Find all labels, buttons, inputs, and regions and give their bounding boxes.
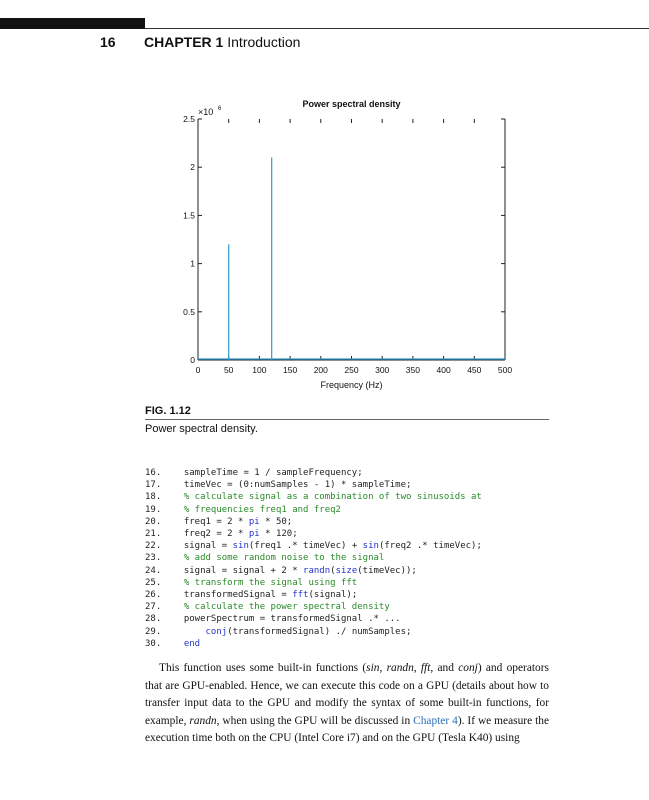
- body-text-2: ,: [379, 662, 387, 674]
- line-number: 27.: [145, 602, 162, 613]
- y-multiplier: ×10: [198, 107, 214, 117]
- code-text: [173, 639, 184, 649]
- code-keyword: randn: [303, 565, 331, 576]
- code-listing: [145, 467, 482, 650]
- line-number: 30.: [145, 638, 162, 649]
- code-line: [145, 565, 482, 577]
- code-text: freq2 = 2 *: [173, 529, 249, 540]
- chapter-4-link[interactable]: Chapter 4: [413, 714, 458, 727]
- code-text: * 120;: [259, 529, 298, 540]
- code-keyword: size: [335, 565, 358, 576]
- x-tick-label: 300: [375, 365, 390, 375]
- chart-title: Power spectral density: [302, 99, 401, 109]
- x-tick-label: 250: [344, 365, 359, 375]
- code-line: [145, 528, 482, 540]
- code-line: [145, 516, 482, 528]
- code-line: [145, 601, 482, 613]
- line-number: 25.: [145, 577, 162, 588]
- x-tick-label: 450: [467, 365, 482, 375]
- code-keyword: sin: [232, 541, 249, 552]
- psd-chart: [140, 90, 520, 400]
- code-text: (: [330, 565, 336, 576]
- line-number: 18.: [145, 492, 162, 503]
- line-number: 19.: [145, 504, 162, 515]
- body-text-1: This function uses some built-in functions (: [159, 662, 367, 674]
- code-line: [145, 504, 482, 516]
- body-paragraph: [145, 660, 549, 748]
- x-tick-label: 200: [313, 365, 328, 375]
- code-text: * 50;: [259, 516, 293, 527]
- y-tick-label: 2: [190, 162, 195, 173]
- x-tick-label: 0: [195, 365, 201, 375]
- x-tick-label: 100: [252, 365, 267, 375]
- x-tick-label: 400: [436, 365, 451, 375]
- y-tick-label: 2.5: [183, 114, 195, 124]
- header-bar: [0, 18, 145, 29]
- func-sin: sin: [366, 662, 380, 674]
- code-line: [145, 589, 482, 601]
- figure-rule: [145, 419, 549, 420]
- x-tick-label: 350: [405, 365, 420, 375]
- code-text: signal = signal + 2 *: [173, 565, 304, 576]
- chart-svg: [140, 90, 520, 400]
- func-conj: conj: [458, 662, 478, 674]
- code-keyword: pi: [248, 529, 260, 540]
- chapter-title: Introduction: [227, 34, 301, 50]
- func-randn: randn: [386, 662, 414, 674]
- code-comment: % calculate signal as a combination of two sinusoids at: [173, 492, 482, 503]
- code-keyword: pi: [248, 516, 260, 527]
- code-comment: % transform the signal using fft: [173, 577, 358, 588]
- code-text: [173, 627, 206, 637]
- body-text-4: , and: [430, 662, 459, 674]
- code-text: signal =: [173, 541, 233, 552]
- code-text: (freq1 .* timeVec) +: [248, 541, 363, 552]
- line-number: 29.: [145, 626, 162, 637]
- line-number: 17.: [145, 480, 162, 491]
- figure-label: FIG. 1.12: [145, 405, 191, 417]
- line-number: 16.: [145, 468, 162, 478]
- x-tick-label: 500: [497, 365, 513, 375]
- line-number: 23.: [145, 553, 162, 564]
- code-line: [145, 638, 482, 650]
- x-tick-label: 150: [283, 365, 298, 375]
- func-randn-2: randn: [189, 714, 217, 727]
- code-line: [145, 491, 482, 503]
- line-number: 26.: [145, 590, 162, 601]
- code-line: [145, 613, 482, 625]
- code-text: (transformedSignal) ./ numSamples;: [227, 626, 412, 637]
- y-multiplier-exponent: 6: [218, 106, 222, 112]
- body-text-6: , when using the GPU will be discussed in: [216, 714, 414, 727]
- code-line: [145, 540, 482, 552]
- y-tick-label: 1: [190, 258, 195, 269]
- x-axis-label: Frequency (Hz): [320, 380, 383, 390]
- code-comment: % calculate the power spectral density: [173, 602, 390, 613]
- header-rule: [145, 28, 649, 29]
- body-text-3: ,: [413, 662, 421, 674]
- code-keyword: fft: [292, 590, 309, 601]
- code-keyword: sin: [362, 541, 379, 552]
- code-text: (freq2 .* timeVec);: [378, 541, 482, 552]
- line-number: 22.: [145, 541, 162, 552]
- line-number: 20.: [145, 516, 162, 527]
- x-tick-label: 50: [223, 365, 234, 375]
- code-keyword: end: [183, 638, 201, 649]
- code-line: [145, 467, 482, 479]
- func-fft: fft: [420, 662, 431, 674]
- page-number: 16: [100, 34, 116, 50]
- figure-caption: Power spectral density.: [145, 423, 258, 435]
- line-number: 24.: [145, 565, 162, 576]
- code-text: (signal);: [308, 590, 358, 601]
- code-text: powerSpectrum = transformedSignal .* ...: [173, 614, 401, 625]
- code-comment: % frequencies freq1 and freq2: [173, 504, 341, 515]
- y-tick-label: 0.5: [183, 306, 195, 317]
- code-text: sampleTime = 1 / sampleFrequency;: [173, 468, 363, 478]
- code-line: [145, 577, 482, 589]
- line-number: 28.: [145, 614, 162, 625]
- code-text: transformedSignal =: [173, 590, 293, 601]
- body-text-5: ) and operators that are GPU-enabled. Hence, we can execute this code on a GPU (details about how to transfer input data to the GPU and modify the syntax of some built-in functions, for example,: [145, 662, 549, 727]
- body-text-7: ). If we measure the execution time both on the CPU (Intel Core i7) and on the GPU (Tesla K40) using: [145, 714, 550, 745]
- code-line: [145, 626, 482, 638]
- code-text: (timeVec));: [357, 565, 417, 576]
- y-tick-label: 0: [190, 355, 195, 365]
- running-head: [100, 34, 300, 50]
- chapter-label: CHAPTER 1: [144, 34, 224, 50]
- line-number: 21.: [145, 529, 162, 540]
- code-keyword: conj: [205, 626, 228, 637]
- code-text: freq1 = 2 *: [173, 516, 249, 527]
- code-line: [145, 479, 482, 491]
- code-comment: % add some random noise to the signal: [173, 553, 385, 564]
- code-text: timeVec = (0:numSamples - 1) * sampleTime;: [173, 480, 412, 491]
- code-line: [145, 552, 482, 564]
- y-tick-label: 1.5: [183, 210, 195, 221]
